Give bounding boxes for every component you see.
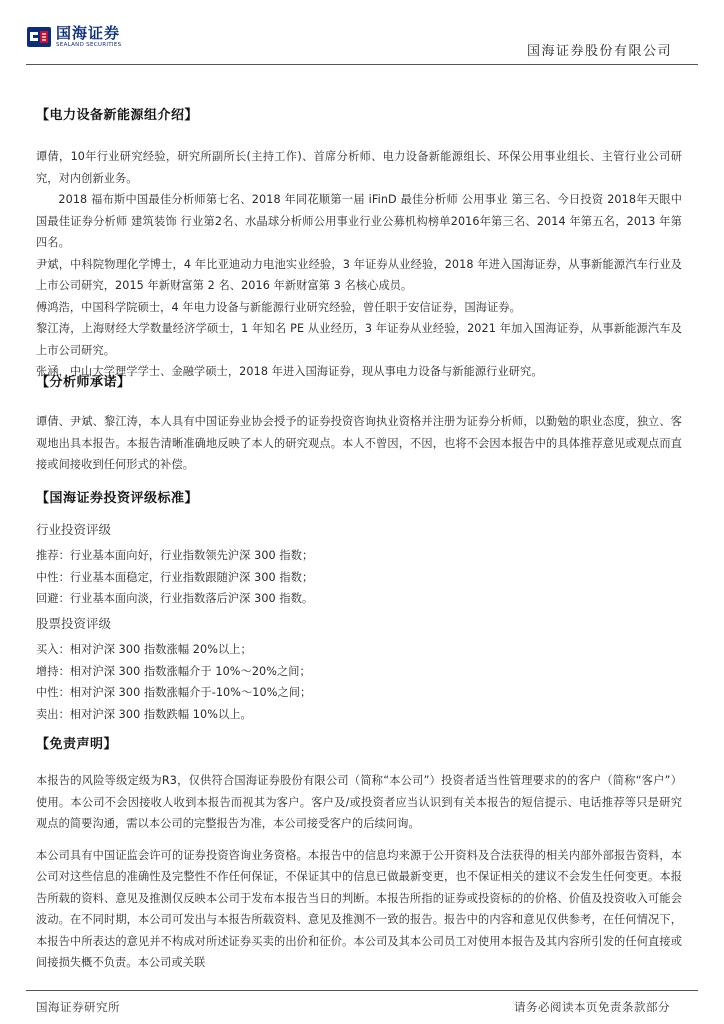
team-paragraph: 黎江涛，上海财经大学数量经济学硕士，1 年知名 PE 从业经历，3 年证券从业经验，2021 年加入国海证券，从事新能源汽车及上市公司研究。: [36, 322, 682, 357]
team-paragraph: 2018 福布斯中国最佳分析师第七名、2018 年同花顺第一届 iFinD 最佳分析师 公用事业 第三名、今日投资 2018年天眼中国最佳证券分析师 建筑装饰 行业第2名、水晶球分析师公用事业行业公募机构榜单2016年第三名、2014 年第五名，2013 年第四名。: [36, 193, 682, 249]
commitment-section-title: 【分析师承诺】: [36, 375, 131, 390]
footer-divider: [26, 990, 698, 991]
team-paragraph: 谭倩，10年行业研究经验，研究所副所长(主持工作)、首席分析师、电力设备新能源组长、环保公用事业组长、主管行业公司研究，对内创新业务。: [36, 150, 682, 185]
stock-rating-item: 增持：相对沪深 300 指数涨幅介于 10%～20%之间；: [36, 664, 311, 678]
disclaimer-section-body: [36, 770, 682, 984]
commitment-paragraph: 谭倩、尹斌、黎江涛，本人具有中国证券业协会授予的证券投资咨询执业资格并注册为证券分析师，以勤勉的职业态度，独立、客观地出具本报告。本报告清晰准确地反映了本人的研究观点。本人不曾因，不因，也将不会因本报告中的具体推荐意见或观点而直接或间接收到任何形式的补偿。: [36, 415, 682, 471]
page-header: [0, 0, 724, 70]
team-section-title: 【电力设备新能源组介绍】: [36, 108, 199, 123]
industry-rating-title: 行业投资评级: [36, 522, 112, 537]
industry-rating-item: 回避：行业基本面向淡，行业指数落后沪深 300 指数。: [36, 592, 314, 605]
disclaimer-paragraph: 本公司具有中国证监会许可的证券投资咨询业务资格。本报告中的信息均来源于公开资料及合法获得的相关内部外部报告资料，本公司对这些信息的准确性及完整性不作任何保证，不保证其中的信息已做最新变更，也不保证相关的建议不会发生任何变更。本报告所载的资料、意见及推测仅反映本公司于发布本报告当日的判断。本报告所指的证券或投资标的的价格、价值及投资收入可能会波动。在不同时期，本公司可发出与本报告所载资料、意见及推测不一致的报告。报告中的内容和意见仅供参考，在任何情况下，本报告中所表达的意见并不构成对所述证券买卖的出价和征价。本公司及其本公司员工对使用本报告及其内容所引发的任何直接或间接损失概不负责。本公司或关联: [36, 848, 682, 969]
company-name: 国海证券股份有限公司: [526, 44, 672, 59]
disclaimer-paragraph: 本报告的风险等级定级为R3，仅供符合国海证券股份有限公司（简称“本公司”）投资者适当性管理要求的的客户（简称“客户”）使用。本公司不会因接收人收到本报告而视其为客户。客户及/或投资者应当认识到有关本报告的短信提示、电话推荐等只是研究观点的简要沟通，需以本公司的完整报告为准，本公司接受客户的后续问询。: [36, 774, 682, 830]
team-paragraph: 张涵，中山大学理学学士、金融学硕士，2018 年进入国海证券，现从事电力设备与新能源行业研究。: [36, 365, 543, 378]
disclaimer-section-title: 【免责声明】: [36, 737, 118, 752]
stock-rating-item: 买入：相对沪深 300 指数涨幅 20%以上；: [36, 643, 252, 656]
team-paragraph: 尹斌，中科院物理化学博士，4 年比亚迪动力电池实业经验，3 年证券从业经验，2018 年进入国海证券，从事新能源汽车行业及上市公司研究，2015 年新财富第 2 名、2016 年新财富第 3 名核心成员。: [36, 257, 682, 292]
stock-rating-item: 中性：相对沪深 300 指数涨幅介于-10%～10%之间；: [36, 686, 312, 699]
footer-disclaimer-note: 请务必阅读本页免责条款部分: [514, 1000, 670, 1014]
rating-section-title: 【国海证券投资评级标准】: [36, 491, 199, 506]
company-logo: [26, 22, 121, 52]
logo-english-text: SEALAND SECURITIES: [56, 41, 122, 48]
sealand-logo-icon: [26, 24, 52, 50]
logo-chinese-text: 国海证券: [56, 23, 121, 42]
stock-rating-list: [36, 639, 682, 725]
industry-rating-item: 中性：行业基本面稳定，行业指数跟随沪深 300 指数；: [36, 570, 314, 584]
industry-rating-item: 推荐：行业基本面向好，行业指数领先沪深 300 指数；: [36, 549, 314, 562]
header-divider: [26, 64, 698, 65]
team-section-body: [36, 146, 682, 383]
footer-institute: 国海证券研究所: [36, 1000, 120, 1014]
stock-rating-title: 股票投资评级: [36, 616, 112, 631]
industry-rating-list: [36, 545, 682, 610]
commitment-section-body: [36, 411, 682, 476]
team-paragraph: 傅鸿浩，中国科学院硕士，4 年电力设备与新能源行业研究经验，曾任职于安信证券，国海证券。: [36, 300, 521, 314]
stock-rating-item: 卖出：相对沪深 300 指数跌幅 10%以上。: [36, 707, 252, 721]
